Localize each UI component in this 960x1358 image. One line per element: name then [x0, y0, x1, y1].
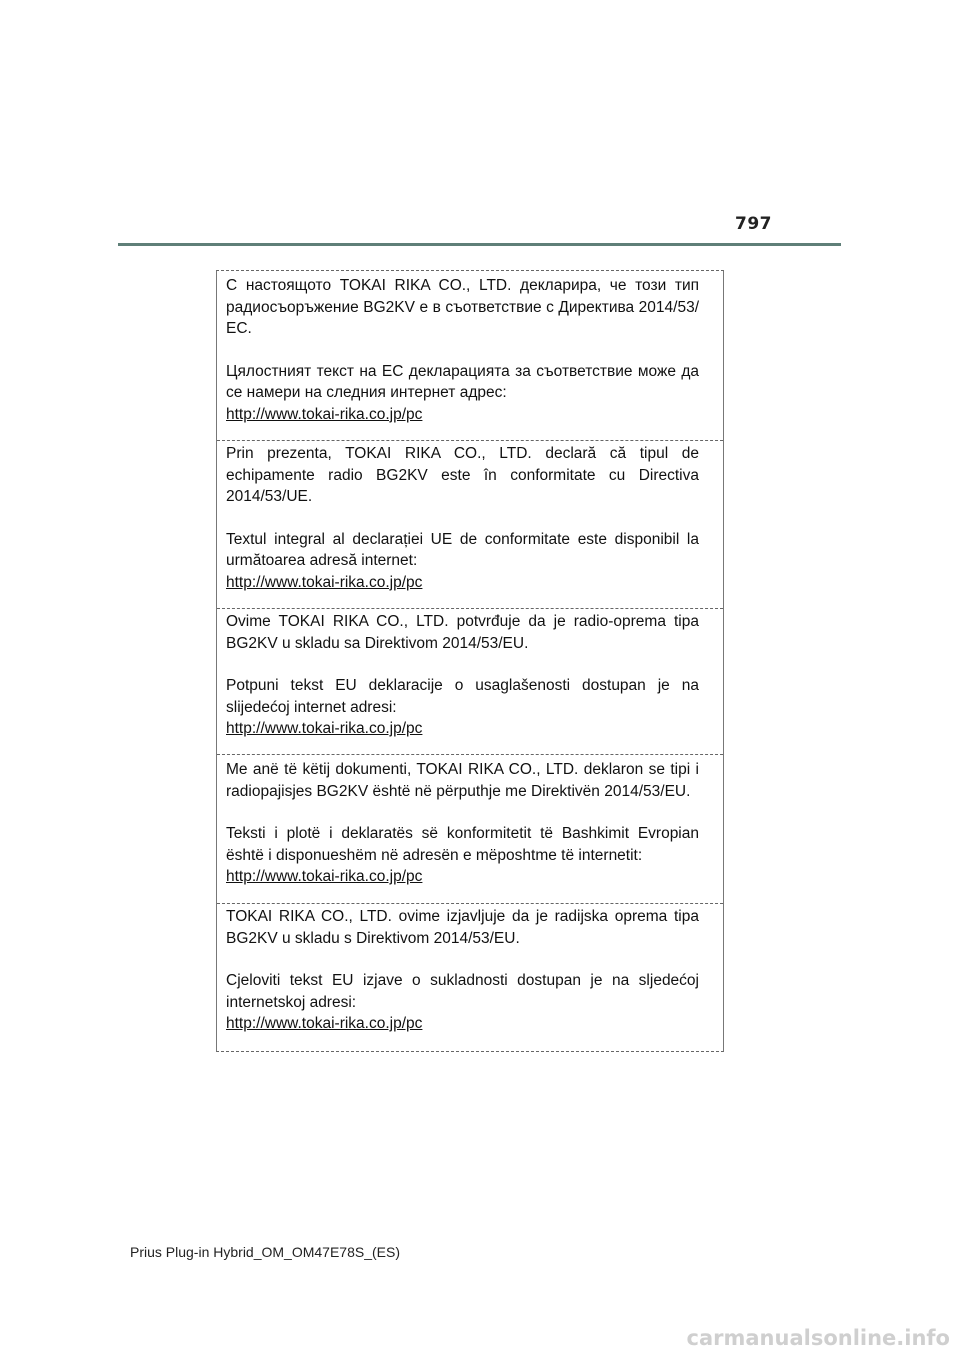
- page-number: 797: [735, 214, 772, 234]
- fulltext-text: Cjeloviti tekst EU izjave o sukladnosti dostupan je na sljedećoj internetskoj adresi:: [226, 972, 699, 1011]
- declaration-text: Ovime TOKAI RIKA CO., LTD. potvrđuje da je radio-oprema tipa BG2KV u skladu sa Direktivom 2014/53/EU.: [226, 613, 699, 652]
- watermark: carmanualsonline.info: [686, 1326, 950, 1350]
- declaration-section-albanian: [217, 754, 723, 888]
- declaration-link[interactable]: http://www.tokai-rika.co.jp/pc: [226, 868, 423, 885]
- declaration-section-serbian: [217, 608, 723, 740]
- declaration-link[interactable]: http://www.tokai-rika.co.jp/pc: [226, 405, 423, 423]
- declaration-link[interactable]: http://www.tokai-rika.co.jp/pc: [226, 720, 423, 737]
- header-rule: [118, 243, 841, 246]
- declaration-link[interactable]: http://www.tokai-rika.co.jp/pc: [226, 1015, 423, 1032]
- declaration-text: С настоящото TOKAI RIKA CO., LTD. декларира, че този тип радиосъоръжение BG2KV е в съответствие с Директива 2014/53/ЕС.: [226, 277, 699, 337]
- fulltext-text: Teksti i plotë i deklaratës së konformitetit të Bashkimit Evropian është i disponueshëm në adresën e mëposhtme të internetit:: [226, 825, 699, 864]
- declaration-text: TOKAI RIKA CO., LTD. ovime izjavljuje da je radijska oprema tipa BG2KV u skladu s Direktivom 2014/53/EU.: [226, 908, 699, 947]
- declaration-section-romanian: [217, 440, 723, 593]
- fulltext-text: Potpuni tekst EU deklaracije o usaglašenosti dostupan je na slijedećoj internet adresi:: [226, 677, 699, 716]
- declaration-text: Prin prezenta, TOKAI RIKA CO., LTD. declară că tipul de echipamente radio BG2KV este în conformitate cu Directiva 2014/53/UE.: [226, 445, 699, 505]
- fulltext-note: [226, 823, 699, 888]
- declaration-box: [216, 270, 724, 1052]
- document-footer: Prius Plug-in Hybrid_OM_OM47E78S_(ES): [130, 1244, 400, 1260]
- fulltext-text: Цялостният текст на ЕС декларацията за съответствие може да се намери на следния интернет адрес:: [226, 362, 699, 401]
- declaration-link[interactable]: http://www.tokai-rika.co.jp/pc: [226, 573, 423, 591]
- fulltext-note: [226, 529, 699, 594]
- fulltext-note: [226, 970, 699, 1035]
- declaration-section-bulgarian: [217, 275, 723, 425]
- fulltext-note: [226, 675, 699, 740]
- declaration-section-croatian: [217, 903, 723, 1035]
- fulltext-text: Textul integral al declarației UE de conformitate este disponibil la următoarea adresă internet:: [226, 530, 699, 569]
- declaration-text: Me anë të këtij dokumenti, TOKAI RIKA CO., LTD. deklaron se tipi i radiopajisjes BG2KV është në përputhje me Direktivën 2014/53/EU.: [226, 761, 699, 800]
- fulltext-note: [226, 361, 699, 426]
